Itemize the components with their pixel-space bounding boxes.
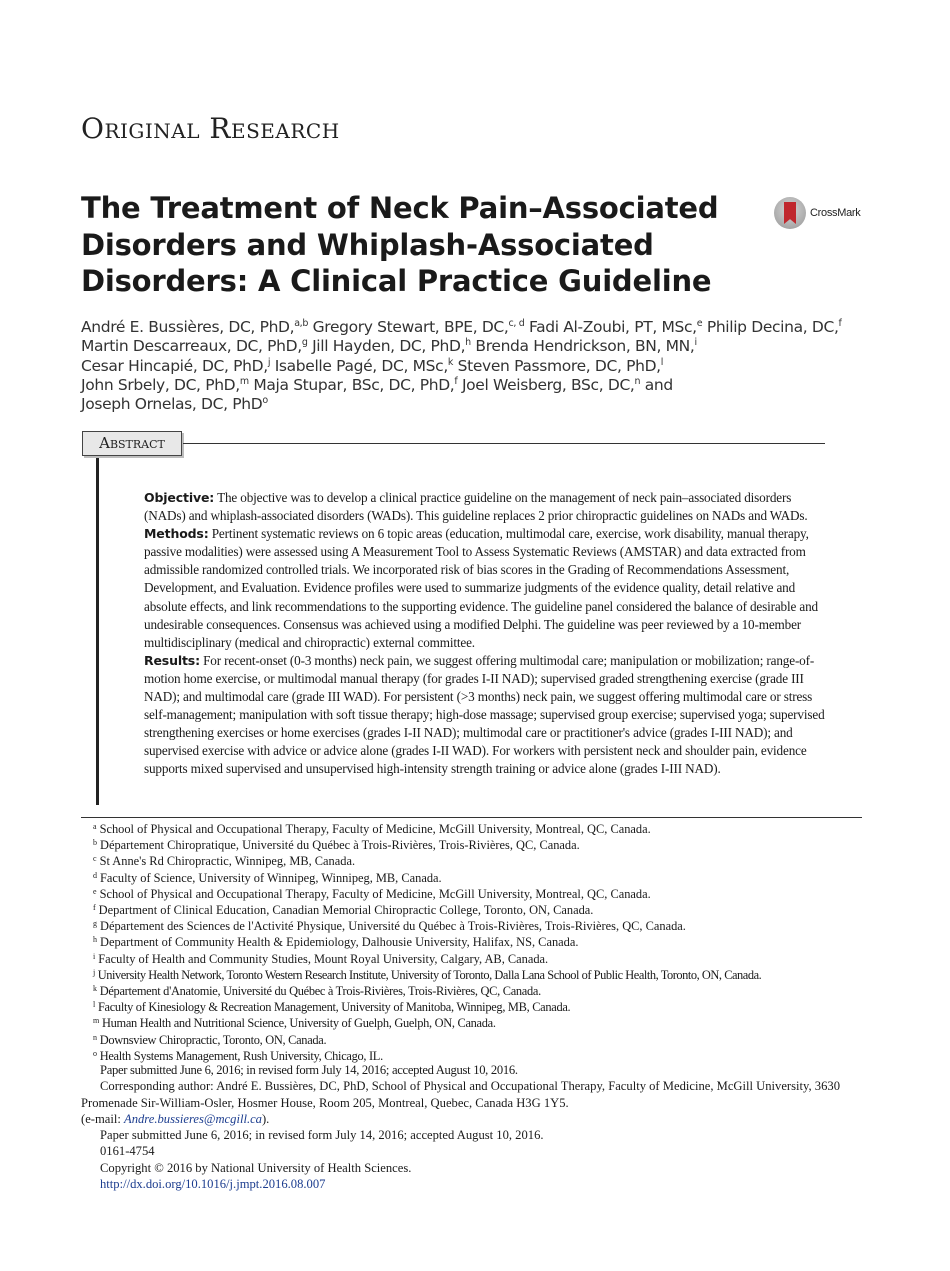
author: Cesar Hincapié, DC, PhD,$^j$ bbox=[81, 356, 271, 375]
author: John Srbely, DC, PhD,$^m$ bbox=[81, 375, 249, 394]
author: Fadi Al-Zoubi, PT, MSc,$^e$ bbox=[528, 318, 703, 336]
footnote-rule bbox=[81, 817, 862, 818]
doi-link[interactable]: http://dx.doi.org/10.1016/j.jmpt.2016.08.007 bbox=[100, 1177, 326, 1192]
section-label: Original Research bbox=[81, 112, 340, 145]
abstract-results: Results: For recent-onset (0-3 months) neck pain, we suggest offering multimodal care; manipulation or mobilization; range-of-motion home exercise, or multimodal manual therapy (for grades I-II NAD); supervised graded strengthening exercise (grade III NAD); and multimodal care (grade III WAD). For persistent (>3 months) neck pain, we suggest offering multimodal care or stress self-management; manipulation with soft tissue therapy; high-dose massage; supervised group exercise; supervised yoga; supervised strengthening exercises or home exercises (grades I-II NAD); multimodal care or practitioner's advice (grades I-III NAD); and supervised exercise with advice or advice alone (grades I-II WAD). For workers with persistent neck and shoulder pain, evidence supports mixed supervised and unsupervised high-intensity strength training or advice alone (grades I-III NAD). bbox=[144, 652, 825, 777]
crossmark-icon bbox=[774, 197, 806, 229]
affiliation: $^f$ Department of Clinical Education, Canadian Memorial Chiropractic College, Toronto, ON, Canada. bbox=[93, 903, 594, 918]
affiliation: $^j$ University Health Network, Toronto Western Research Institute, University of Toronto, Dalla Lana School of Public Health, Toronto, ON, Canada. bbox=[93, 967, 762, 982]
author-list bbox=[81, 318, 881, 414]
affiliation: $^o$ Health Systems Management, Rush University, Chicago, IL. bbox=[93, 1048, 383, 1063]
affiliation: $^e$ School of Physical and Occupational Therapy, Faculty of Medicine, McGill University, Montreal, QC, Canada. bbox=[93, 886, 651, 901]
issn: 0161-4754 bbox=[100, 1144, 155, 1159]
crossmark-label: CrossMark bbox=[810, 207, 861, 219]
author: Jill Hayden, DC, PhD,$^h$ bbox=[312, 337, 471, 356]
author: Maja Stupar, BSc, DC, PhD,$^f$ bbox=[253, 375, 458, 394]
author: Martin Descarreaux, DC, PhD,$^g$ bbox=[81, 337, 308, 356]
abstract-objective: Objective: The objective was to develop a clinical practice guideline on the management of neck pain–associated disorders (NADs) and whiplash-associated disorders (WADs). This guideline replaces 2 prior chiropractic guidelines on NADs and WADs. bbox=[144, 490, 808, 524]
affiliation: $^d$ Faculty of Science, University of Winnipeg, Winnipeg, MB, Canada. bbox=[93, 870, 442, 885]
submission-dates: Paper submitted June 6, 2016; in revised form July 14, 2016; accepted August 10, 2016. bbox=[100, 1128, 544, 1143]
abstract-label: Abstract bbox=[82, 431, 182, 456]
abstract-top-rule bbox=[183, 443, 825, 444]
affiliation: $^k$ Département d'Anatomie, Université du Québec à Trois-Rivières, Trois-Rivières, QC, Canada. bbox=[93, 984, 541, 999]
author: Isabelle Pagé, DC, MSc,$^k$ bbox=[274, 356, 454, 375]
article-title: The Treatment of Neck Pain–Associated Disorders and Whiplash-Associated Disorders: A Clinical Practice Guideline bbox=[81, 191, 719, 298]
crossmark-badge[interactable] bbox=[774, 196, 860, 230]
author: Gregory Stewart, BPE, DC,$^{c, d}$ bbox=[312, 318, 525, 336]
abstract-body bbox=[144, 489, 828, 779]
affiliation: $^n$ Downsview Chiropractic, Toronto, ON, Canada. bbox=[93, 1032, 327, 1047]
abstract-methods: Methods: Pertinent systematic reviews on 6 topic areas (education, multimodal care, exercise, work disability, manual therapy, passive modalities) were assessed using A Measurement Tool to Assess Systematic Reviews (AMSTAR) and data extracted from admissible randomized controlled trials. We incorporated risk of bias scores in the Grading of Recommendations Assessment, Development, and Evaluation. Evidence profiles were used to summarize judgments of the evidence quality, detail relative and absolute effects, and link recommendations to the supporting evidence. The guideline panel considered the balance of desirable and undesirable consequences. Consensus was achieved using a modified Delphi. The guideline was peer reviewed by a 10-member multidisciplinary (medical and chiropractic) external committee. bbox=[144, 526, 818, 650]
authors-and: and bbox=[644, 375, 673, 394]
affiliation-list bbox=[93, 821, 873, 1064]
author: Philip Decina, DC,$^f$ bbox=[706, 318, 842, 336]
affiliation: $^g$ Département des Sciences de l'Activité Physique, Université du Québec à Trois-Rivières, Trois-Rivières, QC, Canada. bbox=[93, 919, 686, 934]
corresponding-email: (e-mail: Andre.bussieres@mcgill.ca). bbox=[81, 1111, 270, 1126]
author: Joel Weisberg, BSc, DC,$^n$ bbox=[461, 375, 641, 394]
affiliation: $^i$ Faculty of Health and Community Studies, Mount Royal University, Calgary, AB, Canada. bbox=[93, 951, 549, 966]
author: Joseph Ornelas, DC, PhD$^o$ bbox=[81, 395, 268, 414]
abstract-left-rule bbox=[96, 458, 99, 805]
affiliation: $^l$ Faculty of Kinesiology & Recreation Management, University of Manitoba, Winnipeg, MB, Canada. bbox=[93, 1000, 571, 1015]
corresponding-author: Corresponding author: André E. Bussières, DC, PhD, School of Physical and Occupational Therapy, Faculty of Medicine, McGill University, 3630 Promenade Sir-William-Osler, Hosmer House, Room 205, Montreal, Quebec, Canada H3G 1Y5. bbox=[81, 1079, 840, 1110]
affiliation: $^a$ School of Physical and Occupational Therapy, Faculty of Medicine, McGill University, Montreal, QC, Canada. bbox=[93, 822, 651, 836]
email-link[interactable]: Andre.bussieres@mcgill.ca bbox=[124, 1111, 262, 1126]
article-notes bbox=[81, 1062, 866, 1192]
affiliation: $^c$ St Anne's Rd Chiropractic, Winnipeg, MB, Canada. bbox=[93, 854, 356, 869]
author: Brenda Hendrickson, BN, MN,$^i$ bbox=[475, 337, 697, 356]
affiliation: $^m$ Human Health and Nutritional Science, University of Guelph, Guelph, ON, Canada. bbox=[93, 1016, 496, 1031]
copyright: Copyright © 2016 by National University of Health Sciences. bbox=[100, 1160, 412, 1175]
affiliation: $^h$ Department of Community Health & Epidemiology, Dalhousie University, Halifax, NS, Canada. bbox=[93, 935, 579, 950]
affiliation: $^b$ Département Chiropratique, Université du Québec à Trois-Rivières, Trois-Rivières, QC, Canada. bbox=[93, 838, 580, 853]
author: André E. Bussières, DC, PhD,$^{a,b}$ bbox=[81, 318, 309, 336]
author: Steven Passmore, DC, PhD,$^l$ bbox=[457, 356, 664, 375]
submission-dates: Paper submitted June 6, 2016; in revised form July 14, 2016; accepted August 10, 2016. bbox=[100, 1063, 518, 1077]
